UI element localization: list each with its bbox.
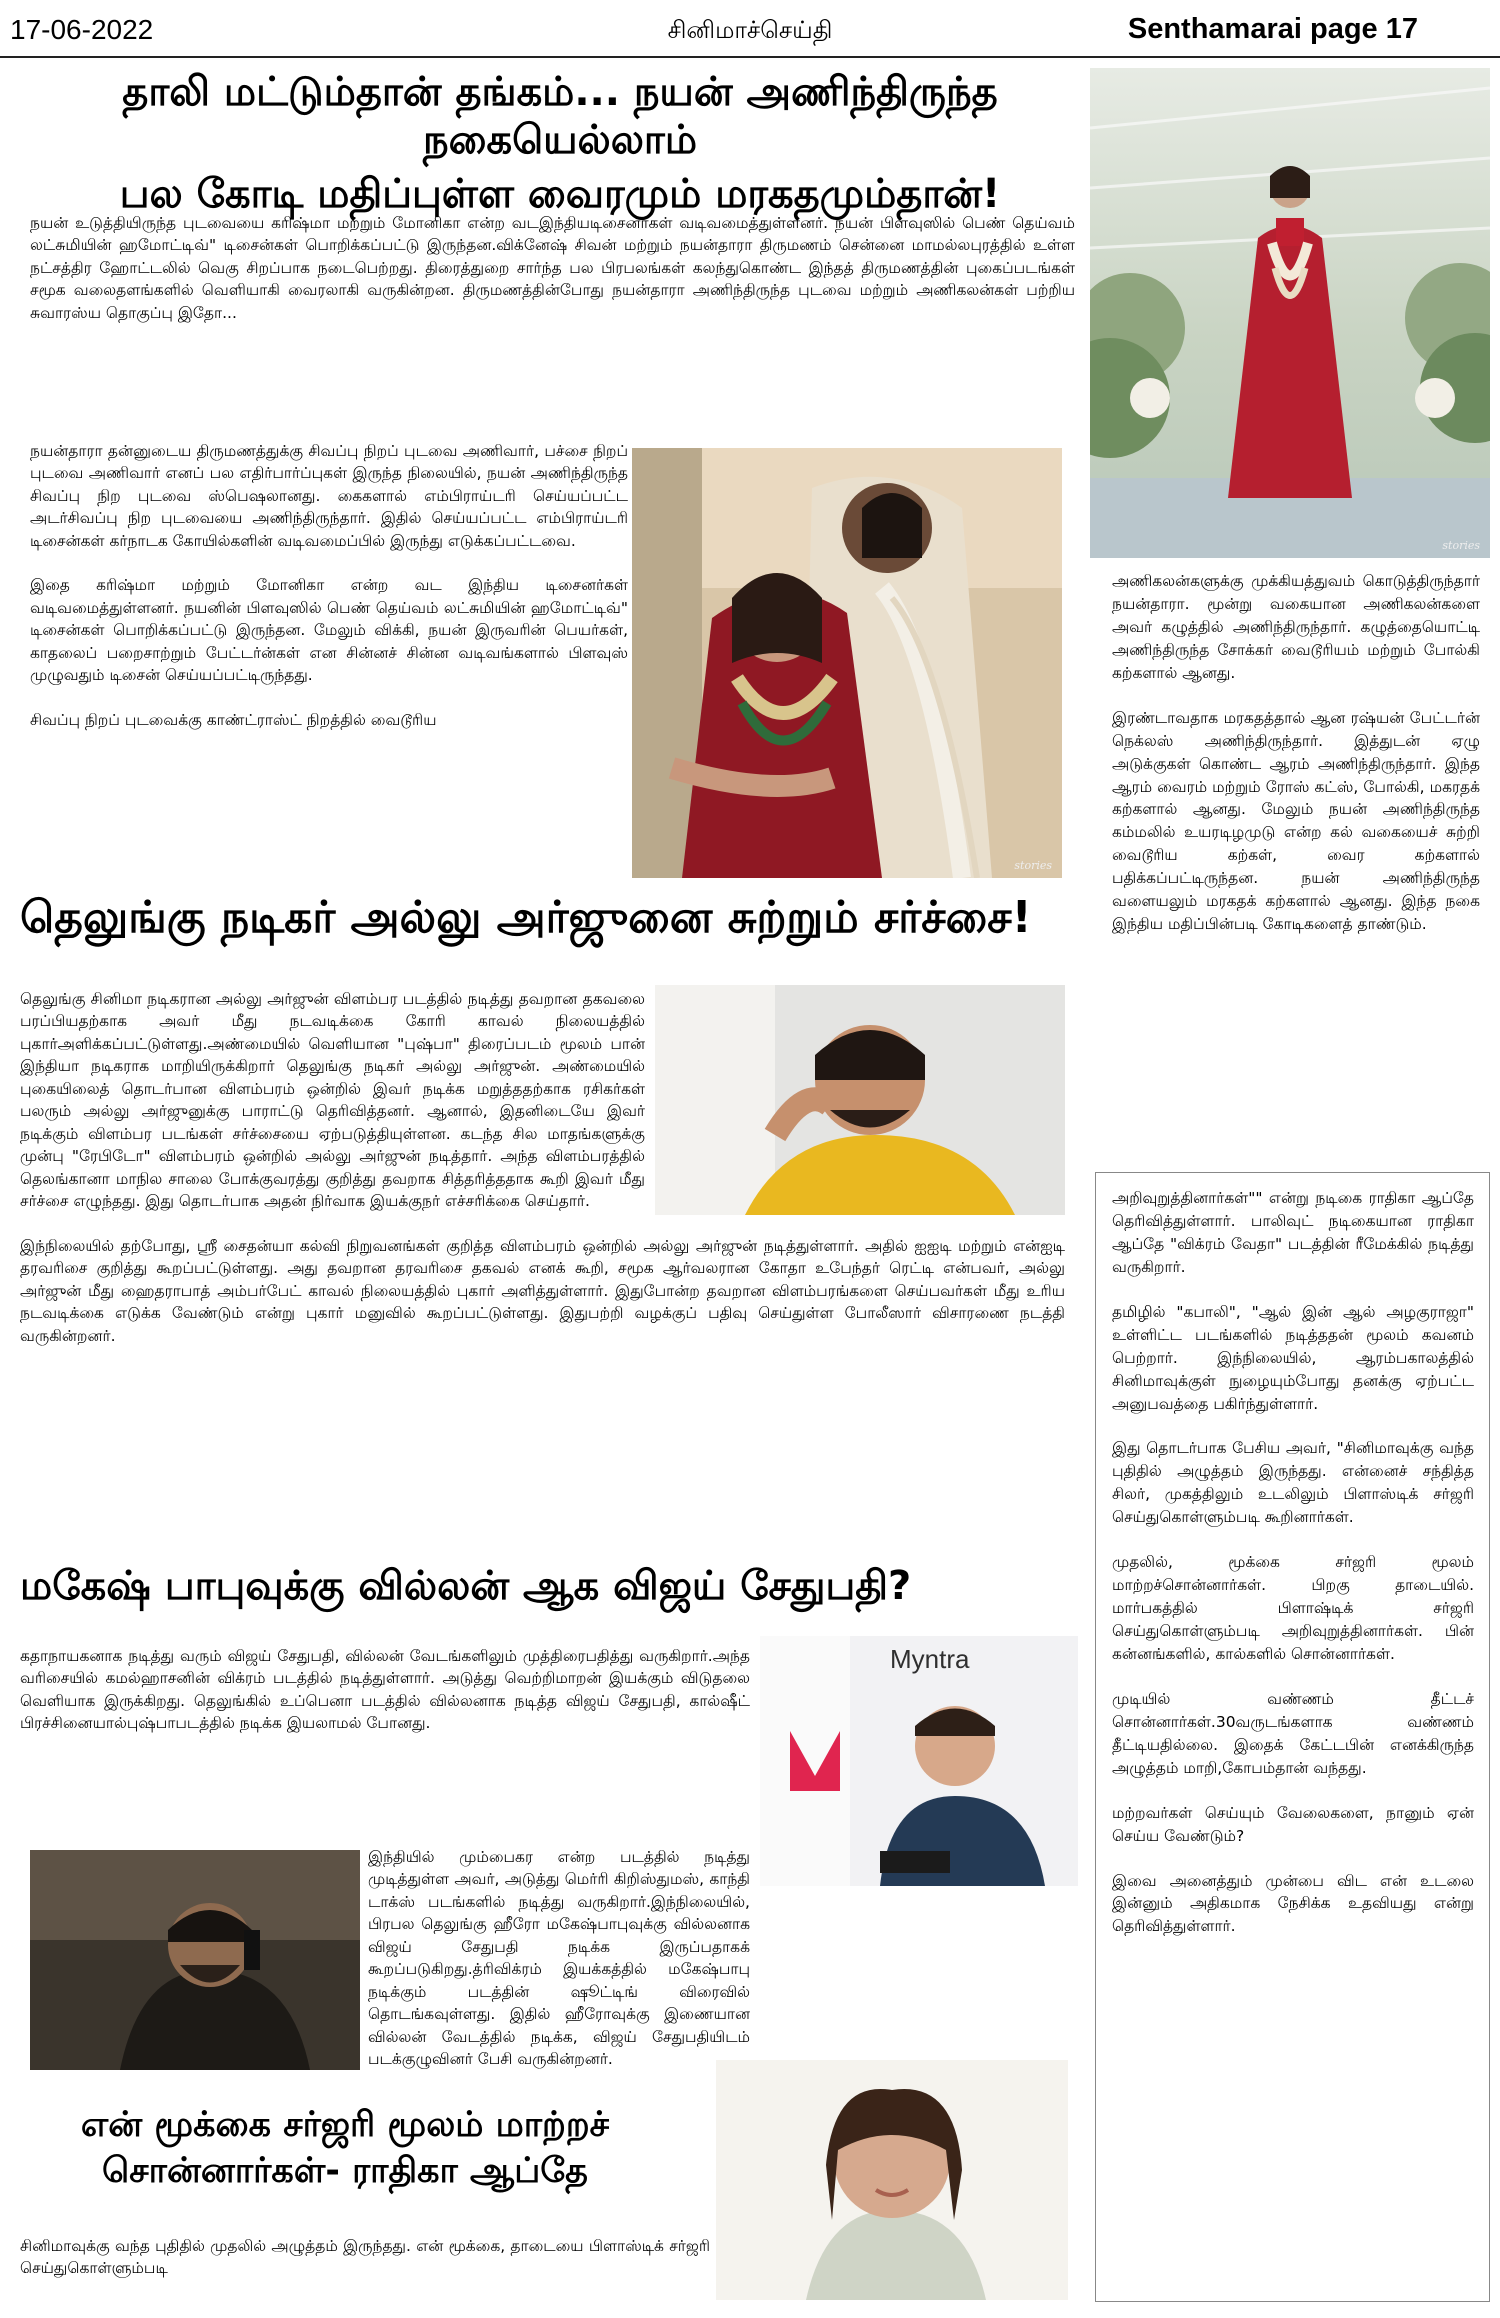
vijay-sethupathi-photo <box>30 1850 360 2070</box>
story2-para1: தெலுங்கு சினிமா நடிகரான அல்லு அர்ஜுன் விளம்பர படத்தில் நடித்து தவறான தகவலை பரப்பியதற்காக அவர் மீது நடவடிக்கை கோரி காவல் நிலையத்தில் புகார்அளிக்கப்பட்டுள்ளது.அண்மையில் வெளியான "புஷ்பா" திரைப்படம் மூலம் பான் இந்தியா நடிகராக மாறியிருக்கிறார் தெலுங்கு நடிகர் அல்லு அர்ஜுன். அண்மையில் புகையிலைத் தொடர்பான விளம்பரம் ஒன்றில் இவர் நடிக்க மறுத்ததற்காக ரசிகர்கள் பலரும் அல்லு அர்ஜுனுக்கு பாராட்டு தெரிவித்தனர். ஆனால், இதனிடையே இவர் நடிக்கும் விளம்பர படங்கள் சர்ச்சையை ஏற்படுத்தியுள்ளன. கடந்த சில மாதங்களுக்கு முன்பு "ரேபிடோ" விளம்பரம் ஒன்றில் அல்லு அர்ஜுன் நடித்தார். அந்த விளம்பரத்தில் தெலங்கானா மாநில சாலை போக்குவரத்து குறித்து தவறாக சித்தரித்ததாக கூறி இவர் மீது சர்ச்சை எழுந்தது. இது தொடர்பாக அதன் நிர்வாக இயக்குநர் எச்சரிக்கை செய்தார். <box>20 990 645 1211</box>
story1-para4: சிவப்பு நிறப் புடவைக்கு காண்ட்ராஸ்ட் நிறத்தில் வைடூரிய <box>30 710 437 729</box>
paper-page-label: Senthamarai page 17 <box>1127 13 1418 45</box>
story4-headline-line1: என் மூக்கை சர்ஜரி மூலம் மாற்றச் <box>80 2105 610 2145</box>
story4-box-para6: மற்றவர்கள் செய்யும் வேலைகளை, நானும் ஏன் செய்ய வேண்டும்? <box>1112 1803 1474 1845</box>
story3-para2: இந்தியில் மும்பைகர என்ற படத்தில் நடித்து முடித்துள்ள அவர், அடுத்து மெர்ரி கிறிஸ்துமஸ், காந்தி டாக்ஸ் படங்களில் நடித்து வருகிறார்.இந்நிலையில், பிரபல தெலுங்கு ஹீரோ மகேஷ்பாபுவுக்கு வில்லனாக விஜய் சேதுபதி நடிக்க இருப்பதாகக் கூறப்படுகிறது.த்ரிவிக்ரம் இயக்கத்தில் மகேஷ்பாபு நடிக்கும் படத்தின் ஷூட்டிங் விரைவில் தொடங்கவுள்ளது. இதில் ஹீரோவுக்கு இணையான வில்லன் வேடத்தில் நடிக்க, விஜய் சேதுபதியிடம் படக்குழுவினர் பேசி வருகின்றனர். <box>368 1848 750 2069</box>
story4-headline[interactable] <box>20 2104 670 2192</box>
story4-box-para2: தமிழில் "கபாலி", "ஆல் இன் ஆல் அழகுராஜா" உள்ளிட்ட படங்களில் நடித்ததன் மூலம் கவனம் பெற்றார். இந்நிலையில், ஆரம்பகாலத்தில் சினிமாவுக்குள் நுழையும்போது தனக்கு ஏற்பட்ட அனுபவத்தை பகிர்ந்துள்ளார். <box>1112 1302 1474 1413</box>
story1-intro <box>30 212 1075 346</box>
myntra-logo-text: Myntra <box>890 1644 970 1674</box>
story1-right-column <box>1112 570 1480 936</box>
story3-headline[interactable]: மகேஷ் பாபுவுக்கு வில்லன் ஆக விஜய் சேதுபதி? <box>20 1563 912 1609</box>
story1-para3: இதை கரிஷ்மா மற்றும் மோனிகா என்ற வட இந்திய டிசைனர்கள் வடிவமைத்துள்ளனர். நயனின் பிளவுஸில் பெண் தெய்வம் லட்சுமியின் ஹமோட்டிவ்" டிசைன்கள் பொறிக்கப்பட்டு இருந்தன. மேலும் விக்கி, நயன் இருவரின் பெயர்கள், காதலைப் பறைசாற்றும் பேட்டர்ன்கள் என சின்னச் சின்ன வடிவங்களால் பிளவுஸ் முழுவதும் டிசைன் செய்யப்பட்டிருந்தது. <box>30 576 628 685</box>
story4-para1: சினிமாவுக்கு வந்த புதிதில் முதலில் அழுத்தம் இருந்தது. என் மூக்கை, தாடையை பிளாஸ்டிக் சர்ஜரி செய்துகொள்ளும்படி <box>20 2237 710 2278</box>
photo-credit-mark: stories <box>1442 539 1480 552</box>
bride-red-saree-photo <box>1090 68 1490 558</box>
radhika-apte-photo <box>716 2060 1068 2300</box>
story4-headline-line2: சொன்னார்கள்- ராதிகா ஆப்தே <box>102 2151 588 2191</box>
story3-para2-block <box>368 1846 750 2093</box>
story4-box-para1: அறிவுறுத்தினார்கள்"" என்று நடிகை ராதிகா ஆப்தே தெரிவித்துள்ளார். பாலிவுட் நடிகையான ராதிகா ஆப்தே "விக்ரம் வேதா" படத்தின் ரீமேக்கில் நடித்து வருகிறார். <box>1112 1189 1474 1276</box>
story2-text <box>20 988 1065 1369</box>
story1-headline-line1: தாலி மட்டும்தான் தங்கம்... நயன் அணிந்திருந்த நகையெல்லாம் <box>122 69 998 163</box>
story1-left-column <box>30 440 628 731</box>
story3-para1-block <box>20 1645 750 1757</box>
story4-box-para3: இது தொடர்பாக பேசிய அவர், "சினிமாவுக்கு வந்த புதிதில் அழுத்தம் இருந்தது. என்னைச் சந்தித்த சிலர், முகத்திலும் உடலிலும் பிளாஸ்டிக் சர்ஜரி செய்துகொள்ளும்படி கூறினார்கள். <box>1112 1439 1474 1527</box>
mahesh-babu-photo <box>760 1636 1078 1886</box>
story2-headline[interactable]: தெலுங்கு நடிகர் அல்லு அர்ஜுனை சுற்றும் சர்ச்சை! <box>20 892 1032 943</box>
story4-box-text <box>1112 1187 1474 1938</box>
story1-right-para2: இரண்டாவதாக மரகதத்தால் ஆன ரஷ்யன் பேட்டர்ன் நெக்லஸ் அணிந்திருந்தார். இத்துடன் ஏழு அடுக்குகள் கொண்ட ஆரம் அணிந்திருந்தார். இந்த ஆரம் வைரம் மற்றும் ரோஸ் கட்ஸ், போல்கி, மகரதக் கற்களால் ஆனது. மேலும் நயன் அணிந்திருந்த கம்மலில் உயரடிழமுடு என்ற கல் வகையைச் சுற்றி வைடூரிய கற்கள், வைர கற்களால் பதிக்கப்பட்டிருந்தன. நயன் அணிந்திருந்த வளையலும் மரகதக் கற்களால் ஆனது. இந்த நகை இந்திய மதிப்பின்படி கோடிகளைத் தாண்டும். <box>1112 708 1480 934</box>
story2-para2: இந்நிலையில் தற்போது, ஸ்ரீ சைதன்யா கல்வி நிறுவனங்கள் குறித்த விளம்பரம் ஒன்றில் அல்லு அர்ஜுன் நடித்துள்ளார். அதில் ஐஐடி மற்றும் என்ஐடி தரவரிசை குறித்து கூறப்பட்டுள்ளது. அது தவறான தரவரிசை தகவல் எனக் கூறி, சமூக ஆர்வலரான கோதா உபேந்தர் ரெட்டி என்பவர், அல்லு அர்ஜுன் மீது ஹைதராபாத் அம்பர்பேட் காவல் நிலையத்தில் புகார் அளித்துள்ளார். இதுபோன்ற தவறான விளம்பரங்களை செய்பவர்கள் மீது உரிய நடவடிக்கை எடுக்க வேண்டும் என்று புகார் மனுவில் கூறப்பட்டுள்ளது. இதுபற்றி வழக்குப் பதிவு செய்துள்ள போலீஸார் விசாரணை நடத்தி வருகின்றனர். <box>20 1236 1065 1345</box>
story1-right-para1: அணிகலன்களுக்கு முக்கியத்துவம் கொடுத்திருந்தார் நயன்தாரா. மூன்று வகையான அணிகலன்களை அவர் கழுத்தில் அணிந்திருந்தார். கழுத்தையொட்டி அணிந்திருந்த சோக்கர் வைடூரியம் மற்றும் போல்கி கற்களால் ஆனது. <box>1112 572 1480 682</box>
story4-box-para7: இவை அனைத்தும் முன்பை விட என் உடலை இன்னும் அதிகமாக நேசிக்க உதவியது என்று தெரிவித்துள்ளார். <box>1112 1871 1474 1936</box>
couple-wedding-photo <box>632 448 1062 878</box>
story4-box-para5: முடியில் வண்ணம் தீட்டச் சொன்னார்கள்.30வருடங்களாக வண்ணம் தீட்டியதில்லை. இதைக் கேட்டபின் எனக்கிருந்த அழுத்தம் மாறி,கோபம்தான் வந்தது. <box>1112 1689 1474 1777</box>
story1-headline-line2: பல கோடி மதிப்புள்ள வைரமும் மரகதமும்தான்! <box>119 171 1001 217</box>
story3-para1: கதாநாயகனாக நடித்து வரும் விஜய் சேதுபதி, வில்லன் வேடங்களிலும் முத்திரைபதித்து வருகிறார்.அந்த வரிசையில் கமல்ஹாசனின் விக்ரம் படத்தில் நடித்துள்ளார். அடுத்து வெற்றிமாறன் இயக்கும் விடுதலை வெளியாக இருக்கிறது. தெலுங்கில் உப்பெனா படத்தில் வில்லனாக நடித்த விஜய் சேதுபதி, கால்ஷீட் பிரச்சினையால்புஷ்பாபடத்தில் நடிக்க இயலாமல் போனது. <box>20 1647 750 1733</box>
story4-para1-block <box>20 2235 710 2302</box>
issue-date: 17-06-2022 <box>10 14 154 45</box>
story4-box-para4: முதலில், மூக்கை சர்ஜரி மூலம் மாற்றச்சொன்னார்கள். பிறகு தாடையில். மார்பகத்தில் பிளாஷ்டிக் சர்ஜரி செய்துகொள்ளும்படி அறிவுறுத்தினார்கள். பின் கன்னங்களில், கால்களில் சொன்னார்கள். <box>1112 1553 1474 1663</box>
couple-photo-credit: stories <box>1014 859 1052 872</box>
section-title: சினிமாச்செய்தி <box>667 16 833 44</box>
story1-para2: நயன்தாரா தன்னுடைய திருமணத்துக்கு சிவப்பு நிறப் புடவை அணிவார், பச்சை நிறப் புடவை அணிவார் எனப் பல எதிர்பார்ப்புகள் இருந்த நிலையில், நயன் அணிந்திருந்த சிவப்பு நிற புடவை ஸ்பெஷலானது. கைகளால் எம்பிராய்டரி செய்யப்பட்ட அடர்சிவப்பு நிற புடவையை அணிந்திருந்தார். இதில் செய்யப்பட்ட எம்பிராய்டரி டிசைன்கள் கர்நாடக கோயில்களின் வடிவமைப்பில் இருந்து எடுக்கப்பட்டவை. <box>30 442 628 550</box>
story1-headline[interactable] <box>20 68 1100 218</box>
story4-continuation-box <box>1095 1172 1490 2302</box>
masthead-bar <box>0 0 1500 58</box>
story1-para1: நயன் உடுத்தியிருந்த புடவையை கரிஷ்மா மற்றும் மோனிகா என்ற வடஇந்தியடிசைனர்கள் வடிவமைத்துள்ளனர். நயன் பிளவுஸில் பெண் தெய்வம் லட்சுமியின் ஹமோட்டிவ்" டிசைன்கள் பொறிக்கப்பட்டு இருந்தன.விக்னேஷ் சிவன் மற்றும் நயன்தாரா திருமணம் சென்னை மாமல்லபுரத்தில் உள்ள நட்சத்திர ஹோட்டலில் வெகு சிறப்பாக நடைபெற்றது. திரைத்துறை சார்ந்த பல பிரபலங்கள் கலந்துகொண்ட இந்தத் திருமணத்தின் புகைப்படங்கள் சமூக வலைதளங்களில் வெளியாகி வைரலாகி வருகின்றன. திருமணத்தின்போது நயன்தாரா அணிந்திருந்த புடவை மற்றும் அணிகலன்கள் பற்றிய சுவாரஸ்ய தொகுப்பு இதோ... <box>30 214 1075 322</box>
